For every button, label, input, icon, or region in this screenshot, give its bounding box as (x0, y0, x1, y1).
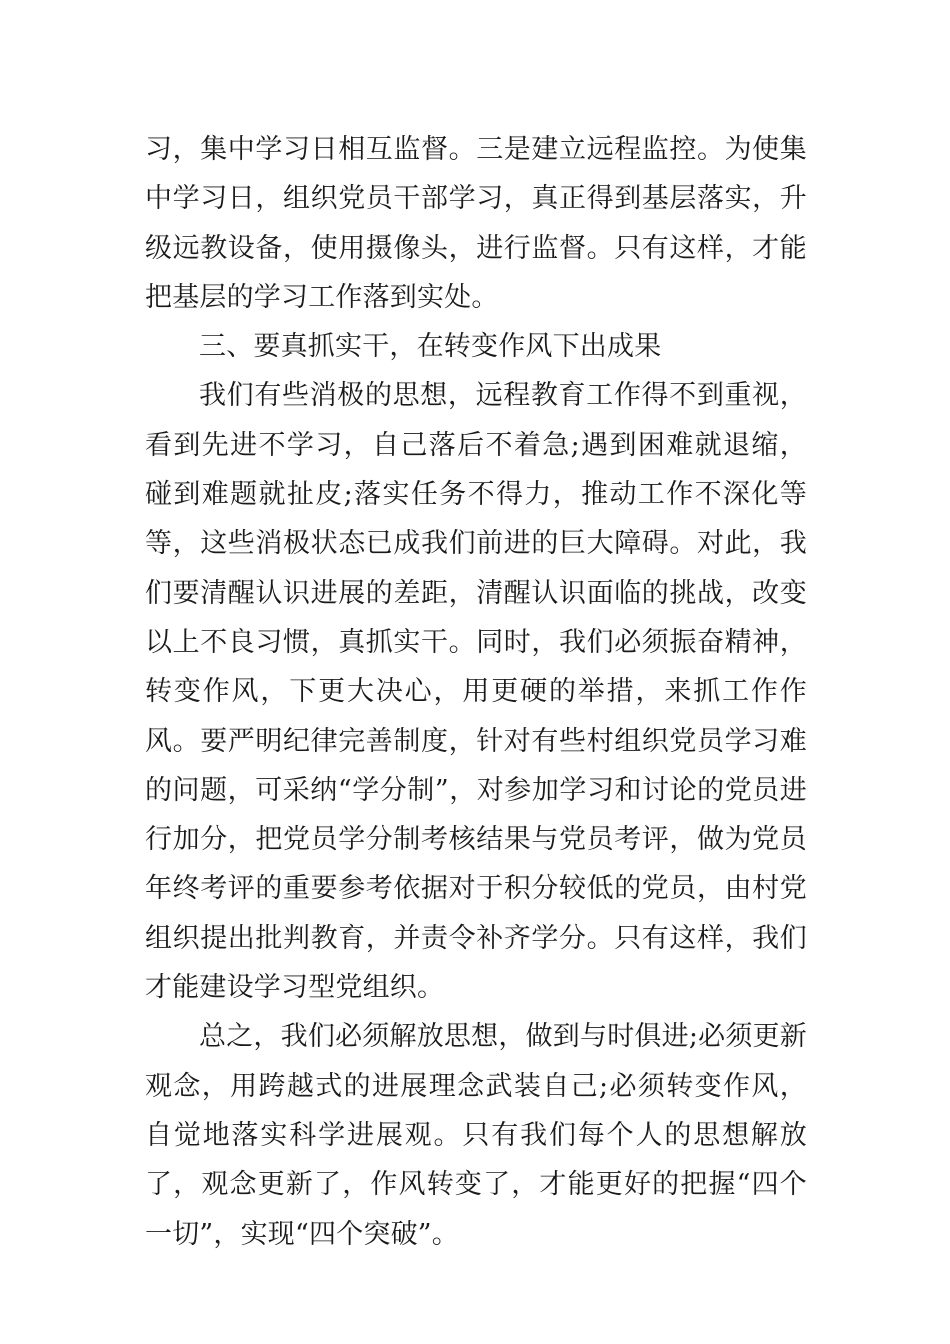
paragraph-body: 我们有些消极的思想，远程教育工作得不到重视，看到先进不学习，自己落后不着急;遇到困难就退缩，碰到难题就扯皮;落实任务不得力，推动工作不深化等等，这些消极状态已成我们前进的巨大障碍。对此，我们要清醒认识进展的差距，清醒认识面临的挑战，改变以上不良习惯，真抓实干。同时，我们必须振奋精神，转变作风，下更大决心，用更硬的举措，来抓工作作风。要严明纪律完善制度，针对有些村组织党员学习难的问题，可采纳“学分制”，对参加学习和讨论的党员进行加分，把党员学分制考核结果与党员考评，做为党员年终考评的重要参考依据对于积分较低的党员，由村党组织提出批判教育，并责令补齐学分。只有这样，我们才能建设学习型党组织。 (145, 380, 807, 1004)
paragraph-continuation: 习，集中学习日相互监督。三是建立远程监控。为使集中学习日，组织党员干部学习，真正得到基层落实，升级远教设备，使用摄像头，进行监督。只有这样，才能把基层的学习工作落到实处。 (145, 134, 807, 313)
paragraph-conclusion: 总之，我们必须解放思想，做到与时俱进;必须更新观念，用跨越式的进展理念武装自己;必须转变作风，自觉地落实科学进展观。只有我们每个人的思想解放了，观念更新了，作风转变了，才能更好的把握“四个一切”，实现“四个突破”。 (145, 1021, 807, 1250)
section-heading: 三、要真抓实干，在转变作风下出成果 (199, 331, 662, 363)
document-body (145, 125, 807, 1259)
